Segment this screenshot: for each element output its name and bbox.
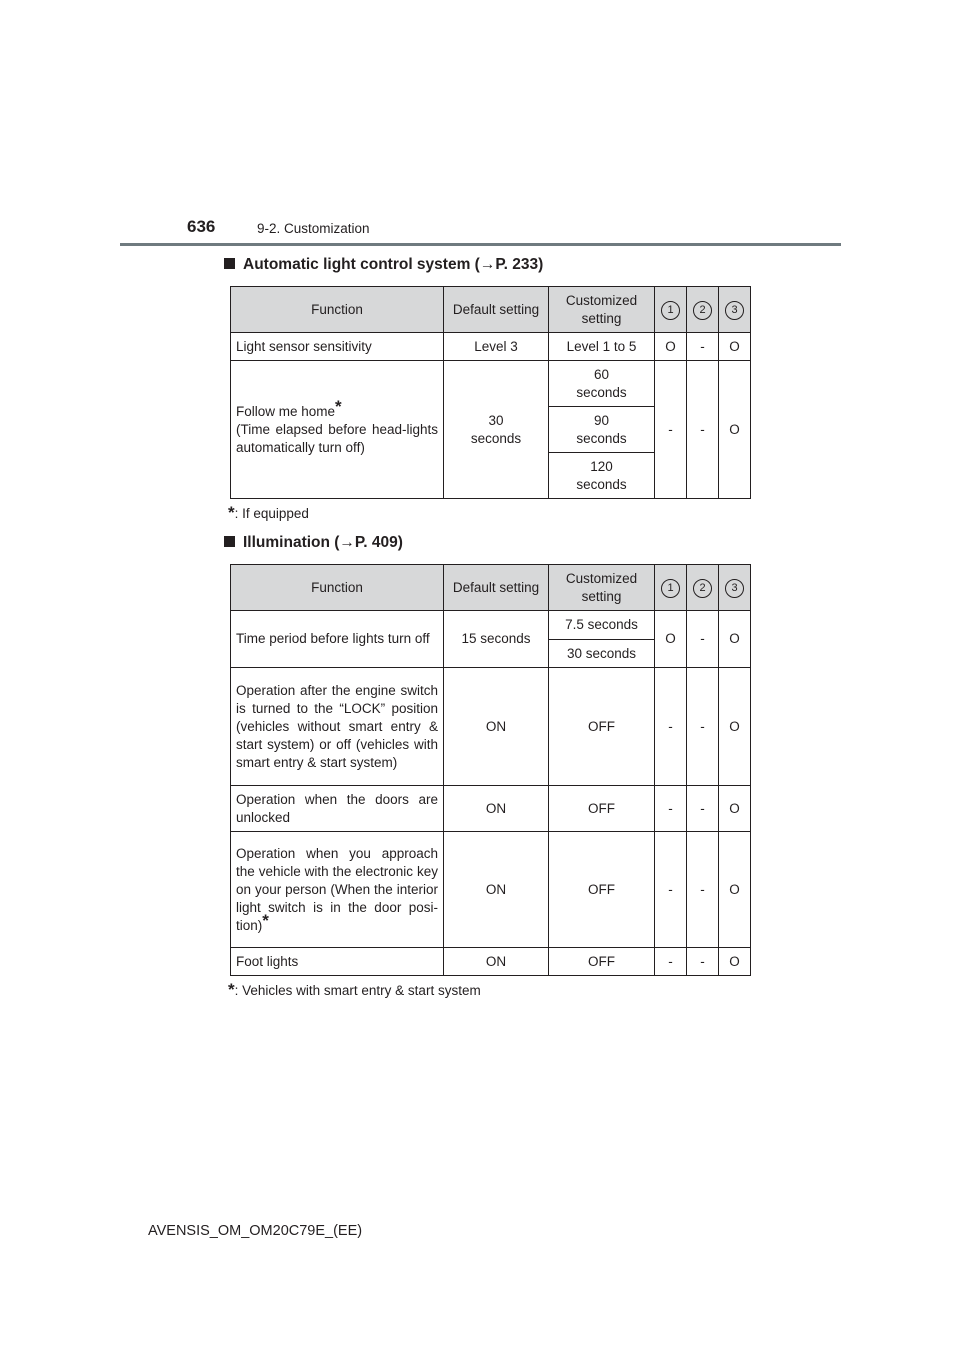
setting-3-cell: O	[719, 948, 751, 976]
setting-3-cell: O	[719, 668, 751, 786]
square-bullet-icon	[224, 258, 235, 269]
column-header-3	[719, 565, 751, 611]
column-header-customized: Customized setting	[549, 565, 655, 611]
header-divider	[120, 243, 841, 246]
function-cell: Foot lights	[231, 948, 444, 976]
table-header-row	[231, 287, 751, 333]
default-cell: 15 seconds	[444, 611, 549, 668]
circled-number-icon: 2	[693, 579, 712, 598]
setting-3-cell: O	[719, 786, 751, 832]
default-cell: Level 3	[444, 333, 549, 361]
setting-2-cell: -	[687, 611, 719, 668]
customized-cell: OFF	[549, 668, 655, 786]
column-header-1	[655, 287, 687, 333]
table-row	[231, 786, 751, 832]
circled-number-icon: 1	[661, 301, 680, 320]
customized-cell: 7.5 seconds	[549, 611, 655, 640]
setting-1-cell: O	[655, 611, 687, 668]
table-row	[231, 333, 751, 361]
page-number: 636	[187, 217, 216, 236]
default-cell: ON	[444, 786, 549, 832]
function-cell: Operation when you approach the vehicle with the electronic key on your person (When the interior light switch is in the door posi-tion)*	[231, 832, 444, 948]
table-row	[231, 611, 751, 640]
setting-3-cell: O	[719, 361, 751, 499]
table-row	[231, 361, 751, 407]
footnote-smart-entry: *: Vehicles with smart entry & start system	[228, 980, 481, 999]
illumination-table	[230, 564, 751, 976]
function-cell: Operation after the engine switch is turned to the “LOCK” position (vehicles without smart entry & start system) or off (vehicles with smart entry & start system)	[231, 668, 444, 786]
circled-number-icon: 2	[693, 301, 712, 320]
setting-3-cell: O	[719, 333, 751, 361]
section-label: 9-2. Customization	[257, 221, 370, 236]
automatic-light-table	[230, 286, 751, 499]
customized-cell: 120 seconds	[549, 453, 655, 499]
document-code-footer: AVENSIS_OM_OM20C79E_(EE)	[148, 1223, 363, 1239]
setting-1-cell: -	[655, 668, 687, 786]
setting-2-cell: -	[687, 333, 719, 361]
circled-number-icon: 3	[725, 579, 744, 598]
table-header-row	[231, 565, 751, 611]
column-header-2	[687, 287, 719, 333]
setting-2-cell: -	[687, 668, 719, 786]
section-heading-illumination: Illumination (→P. 409)	[224, 534, 403, 552]
column-header-default: Default setting	[444, 287, 549, 333]
customized-cell: 60 seconds	[549, 361, 655, 407]
circled-number-icon: 1	[661, 579, 680, 598]
column-header-1	[655, 565, 687, 611]
customized-cell: Level 1 to 5	[549, 333, 655, 361]
customized-cell: OFF	[549, 832, 655, 948]
section-heading-automatic-light: Automatic light control system (→P. 233)	[224, 256, 543, 274]
setting-2-cell: -	[687, 832, 719, 948]
function-cell: Light sensor sensitivity	[231, 333, 444, 361]
customized-cell: OFF	[549, 948, 655, 976]
setting-3-cell: O	[719, 611, 751, 668]
footnote-marker: *	[262, 910, 269, 930]
setting-3-cell: O	[719, 832, 751, 948]
default-cell: ON	[444, 832, 549, 948]
column-header-default: Default setting	[444, 565, 549, 611]
table-row	[231, 668, 751, 786]
table-row	[231, 832, 751, 948]
setting-2-cell: -	[687, 786, 719, 832]
customized-cell: 90 seconds	[549, 407, 655, 453]
column-header-customized: Customized setting	[549, 287, 655, 333]
function-cell: Follow me home* (Time elapsed before head-lights automatically turn off)	[231, 361, 444, 499]
function-cell: Time period before lights turn off	[231, 611, 444, 668]
setting-1-cell: -	[655, 361, 687, 499]
setting-1-cell: -	[655, 948, 687, 976]
table-row	[231, 948, 751, 976]
column-header-2	[687, 565, 719, 611]
square-bullet-icon	[224, 536, 235, 547]
default-cell: ON	[444, 668, 549, 786]
setting-1-cell: -	[655, 786, 687, 832]
circled-number-icon: 3	[725, 301, 744, 320]
footnote-marker: *	[228, 980, 235, 999]
default-cell: 30 seconds	[444, 361, 549, 499]
customized-cell: OFF	[549, 786, 655, 832]
setting-2-cell: -	[687, 361, 719, 499]
column-header-3	[719, 287, 751, 333]
setting-1-cell: O	[655, 333, 687, 361]
setting-1-cell: -	[655, 832, 687, 948]
column-header-function: Function	[231, 565, 444, 611]
column-header-function: Function	[231, 287, 444, 333]
footnote-marker: *	[335, 396, 342, 416]
footnote-if-equipped: *: If equipped	[228, 503, 309, 522]
customized-cell: 30 seconds	[549, 640, 655, 668]
footnote-marker: *	[228, 503, 235, 522]
default-cell: ON	[444, 948, 549, 976]
setting-2-cell: -	[687, 948, 719, 976]
function-cell: Operation when the doors are unlocked	[231, 786, 444, 832]
